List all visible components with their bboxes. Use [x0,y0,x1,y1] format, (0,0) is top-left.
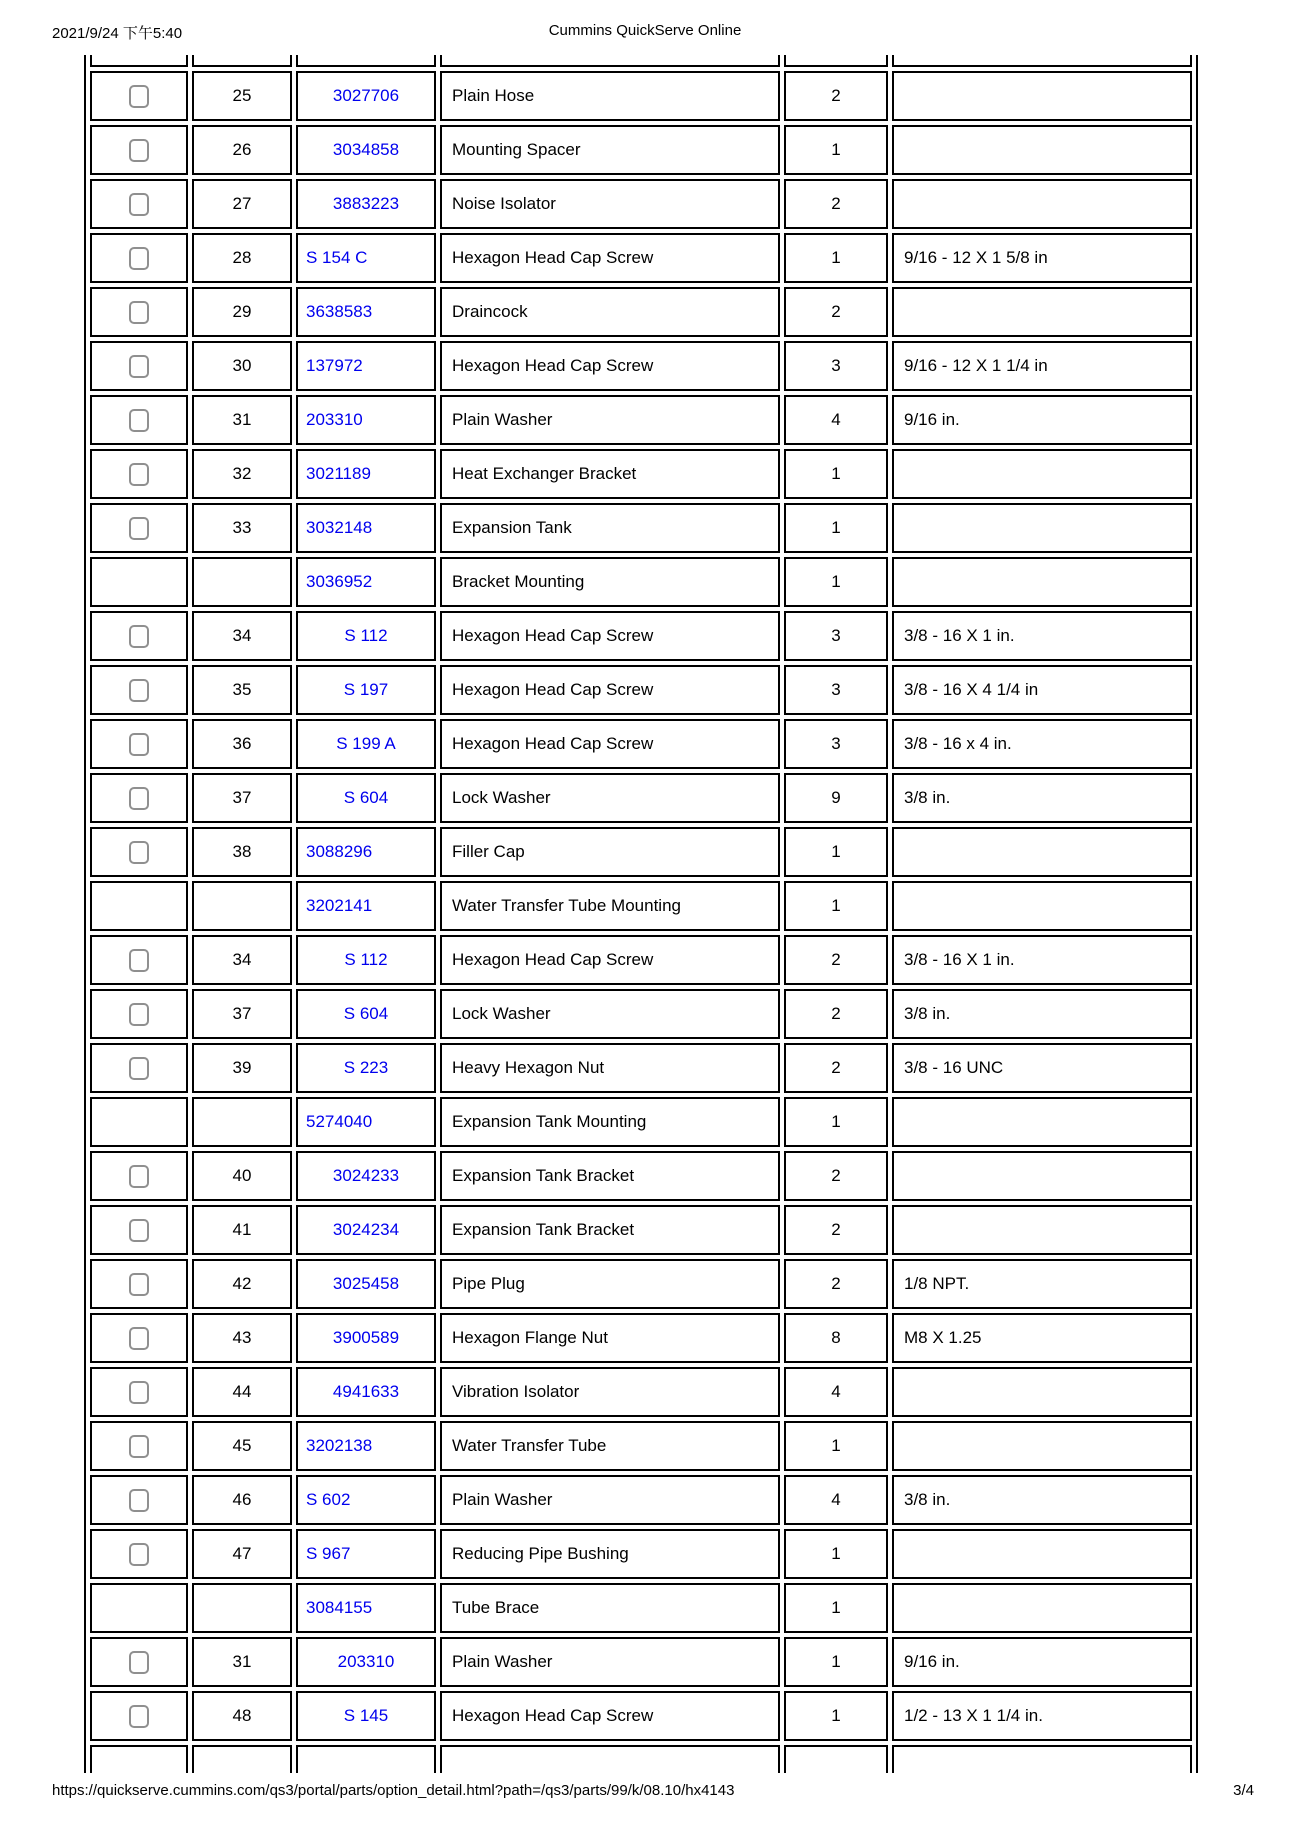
spec [892,125,1192,175]
checkbox-cell [90,719,188,769]
part-number-cell [296,1475,436,1525]
row-checkbox[interactable] [129,85,149,108]
checkbox-cell [90,233,188,283]
page-title: Cummins QuickServe Online [548,22,742,39]
spec [892,1421,1192,1471]
checkbox-cell [90,1205,188,1255]
part-number-link[interactable]: S 967 [306,1544,351,1563]
part-number-link[interactable]: 3202141 [306,896,373,915]
part-number-cell [296,71,436,121]
spec [892,1367,1192,1417]
part-number-link[interactable]: S 112 [344,950,388,969]
quantity: 1 [784,233,888,283]
quantity: 1 [784,881,888,931]
row-checkbox[interactable] [129,1003,149,1026]
part-description: Hexagon Head Cap Screw [440,341,780,391]
spec: 3/8 in. [892,989,1192,1039]
item-number: 29 [192,287,292,337]
item-number [192,557,292,607]
checkbox-cell [90,1691,188,1741]
part-number-cell [296,1205,436,1255]
part-number-link[interactable]: 3024233 [332,1166,400,1185]
checkbox-cell [90,125,188,175]
table-row [90,1529,1192,1579]
table-row [90,1097,1192,1147]
page-header [0,22,1290,46]
part-description: Filler Cap [440,827,780,877]
table-row [90,233,1192,283]
part-number-link[interactable]: S 199 A [336,734,396,753]
part-number-cell [296,611,436,661]
table-row [90,611,1192,661]
item-number: 35 [192,665,292,715]
item-number: 42 [192,1259,292,1309]
part-description: Expansion Tank Bracket [440,1151,780,1201]
checkbox-cell [90,1637,188,1687]
spec: 1/2 - 13 X 1 1/4 in. [892,1691,1192,1741]
table-row [90,287,1192,337]
row-checkbox[interactable] [129,1705,149,1728]
table-row [90,1583,1192,1633]
item-number: 40 [192,1151,292,1201]
part-number-cell [296,233,436,283]
part-number-cell [296,179,436,229]
part-description: Expansion Tank [440,503,780,553]
part-description: Bracket Mounting [440,557,780,607]
part-description: Plain Washer [440,1475,780,1525]
item-number: 47 [192,1529,292,1579]
part-description: Pipe Plug [440,1259,780,1309]
checkbox-cell [90,881,188,931]
spec: 3/8 in. [892,773,1192,823]
quantity: 3 [784,719,888,769]
quantity: 1 [784,1691,888,1741]
quantity: 1 [784,125,888,175]
table-row [90,179,1192,229]
part-description: Plain Hose [440,71,780,121]
table-row [90,989,1192,1039]
part-description: Hexagon Head Cap Screw [440,611,780,661]
table-row [90,1475,1192,1525]
row-checkbox[interactable] [129,193,149,216]
part-number-link[interactable]: 3202138 [306,1436,373,1455]
table-row [90,125,1192,175]
item-number: 30 [192,341,292,391]
parts-table [84,55,1198,1773]
checkbox-cell [90,827,188,877]
part-number-link[interactable]: S 223 [343,1058,389,1077]
row-checkbox[interactable] [129,1543,149,1566]
row-checkbox[interactable] [129,517,149,540]
table-row [90,935,1192,985]
item-number: 37 [192,989,292,1039]
parts-table-container [84,55,1206,1773]
part-description: Vibration Isolator [440,1367,780,1417]
table-row [90,827,1192,877]
table-row [90,1205,1192,1255]
spec [892,1529,1192,1579]
quantity: 2 [784,1043,888,1093]
checkbox-cell [90,287,188,337]
part-number-cell [296,989,436,1039]
item-number: 34 [192,935,292,985]
row-checkbox[interactable] [129,355,149,378]
part-description: Plain Washer [440,395,780,445]
part-number-link[interactable]: S 604 [343,788,389,807]
part-description: Lock Washer [440,989,780,1039]
spec: 3/8 - 16 X 1 in. [892,611,1192,661]
part-description: Draincock [440,287,780,337]
part-number-link[interactable]: 3036952 [306,572,373,591]
part-description: Hexagon Head Cap Screw [440,935,780,985]
row-checkbox[interactable] [129,1273,149,1296]
item-number: 48 [192,1691,292,1741]
row-checkbox[interactable] [129,247,149,270]
spec [892,1097,1192,1147]
checkbox-cell [90,1151,188,1201]
checkbox-cell [90,557,188,607]
row-checkbox[interactable] [129,949,149,972]
quantity: 1 [784,1097,888,1147]
quantity: 4 [784,1475,888,1525]
part-description: Plain Washer [440,1637,780,1687]
spec: 1/8 NPT. [892,1259,1192,1309]
table-row [90,1367,1192,1417]
part-number-link[interactable]: S 197 [343,680,389,699]
table-row [90,773,1192,823]
checkbox-cell [90,449,188,499]
part-description: Water Transfer Tube [440,1421,780,1471]
quantity: 8 [784,1313,888,1363]
spec [892,557,1192,607]
row-checkbox[interactable] [129,1489,149,1512]
part-description: Heavy Hexagon Nut [440,1043,780,1093]
table-row-fragment [90,55,1192,67]
spec: 3/8 in. [892,1475,1192,1525]
quantity: 1 [784,1421,888,1471]
part-number-link[interactable]: 3900589 [332,1328,400,1347]
checkbox-cell [90,665,188,715]
spec: 9/16 - 12 X 1 1/4 in [892,341,1192,391]
item-number: 28 [192,233,292,283]
row-checkbox[interactable] [129,139,149,162]
item-number: 37 [192,773,292,823]
table-row-fragment [90,1745,1192,1773]
item-number: 44 [192,1367,292,1417]
part-number-cell [296,827,436,877]
part-number-cell [296,1259,436,1309]
part-number-cell [296,341,436,391]
spec: M8 X 1.25 [892,1313,1192,1363]
part-number-cell [296,1637,436,1687]
table-row [90,557,1192,607]
checkbox-cell [90,1475,188,1525]
row-checkbox[interactable] [129,1651,149,1674]
checkbox-cell [90,503,188,553]
item-number: 33 [192,503,292,553]
quantity: 1 [784,1583,888,1633]
row-checkbox[interactable] [129,463,149,486]
checkbox-cell [90,1583,188,1633]
checkbox-cell [90,1313,188,1363]
part-number-link[interactable]: 137972 [306,356,363,375]
quantity: 4 [784,1367,888,1417]
part-number-cell [296,1097,436,1147]
parts-table-body [90,55,1192,1773]
spec [892,1583,1192,1633]
item-number: 38 [192,827,292,877]
quantity: 1 [784,557,888,607]
part-number-link[interactable]: 4941633 [332,1382,400,1401]
part-number-cell [296,773,436,823]
part-number-link[interactable]: S 145 [343,1706,389,1725]
checkbox-cell [90,989,188,1039]
part-description: Heat Exchanger Bracket [440,449,780,499]
source-url: https://quickserve.cummins.com/qs3/portal/parts/option_detail.html?path=/qs3/parts/99/k/08.10/hx4143 [52,1782,735,1799]
row-checkbox[interactable] [129,1057,149,1080]
part-number-link[interactable]: S 154 C [306,248,368,267]
quantity: 1 [784,503,888,553]
part-number-cell [296,1151,436,1201]
item-number: 25 [192,71,292,121]
checkbox-cell [90,935,188,985]
checkbox-cell [90,773,188,823]
part-number-cell [296,1421,436,1471]
part-number-link[interactable]: 3021189 [306,464,371,483]
quantity: 3 [784,341,888,391]
part-description: Noise Isolator [440,179,780,229]
spec [892,71,1192,121]
part-number-link[interactable]: 3088296 [306,842,373,861]
row-checkbox[interactable] [129,1219,149,1242]
item-number: 31 [192,395,292,445]
row-checkbox[interactable] [129,679,149,702]
row-checkbox[interactable] [129,1327,149,1350]
part-number-link[interactable]: 3032148 [306,518,373,537]
quantity: 1 [784,1529,888,1579]
quantity: 2 [784,1205,888,1255]
part-description: Mounting Spacer [440,125,780,175]
row-checkbox[interactable] [129,1435,149,1458]
spec [892,881,1192,931]
row-checkbox[interactable] [129,733,149,756]
checkbox-cell [90,1259,188,1309]
part-number-cell [296,719,436,769]
part-number-cell [296,1043,436,1093]
row-checkbox[interactable] [129,625,149,648]
table-row [90,1421,1192,1471]
checkbox-cell [90,611,188,661]
part-description: Hexagon Flange Nut [440,1313,780,1363]
quantity: 2 [784,935,888,985]
quantity: 2 [784,71,888,121]
item-number [192,1583,292,1633]
part-number-link[interactable]: 203310 [306,410,363,429]
item-number: 26 [192,125,292,175]
item-number: 27 [192,179,292,229]
part-description: Hexagon Head Cap Screw [440,1691,780,1741]
table-row [90,1151,1192,1201]
part-number-cell [296,1367,436,1417]
quantity: 1 [784,449,888,499]
quantity: 2 [784,287,888,337]
spec: 9/16 in. [892,1637,1192,1687]
part-number-link[interactable]: 3638583 [306,302,373,321]
table-row [90,719,1192,769]
part-number-cell [296,287,436,337]
spec: 9/16 in. [892,395,1192,445]
part-number-cell [296,1583,436,1633]
checkbox-cell [90,341,188,391]
row-checkbox[interactable] [129,841,149,864]
item-number [192,881,292,931]
spec: 9/16 - 12 X 1 5/8 in [892,233,1192,283]
item-number: 34 [192,611,292,661]
item-number: 36 [192,719,292,769]
part-number-cell [296,665,436,715]
spec [892,287,1192,337]
checkbox-cell [90,1043,188,1093]
part-number-cell [296,1529,436,1579]
row-checkbox[interactable] [129,1381,149,1404]
spec: 3/8 - 16 UNC [892,1043,1192,1093]
checkbox-cell [90,179,188,229]
item-number: 31 [192,1637,292,1687]
quantity: 3 [784,611,888,661]
spec [892,827,1192,877]
table-row [90,503,1192,553]
part-number-cell [296,935,436,985]
part-number-cell [296,1691,436,1741]
row-checkbox[interactable] [129,787,149,810]
part-description: Hexagon Head Cap Screw [440,233,780,283]
part-description: Lock Washer [440,773,780,823]
quantity: 2 [784,1259,888,1309]
quantity: 2 [784,179,888,229]
part-number-link[interactable]: 3883223 [332,194,400,213]
table-row [90,1259,1192,1309]
part-number-cell [296,395,436,445]
print-datetime: 2021/9/24 下午5:40 [52,25,183,42]
table-row [90,1691,1192,1741]
quantity: 4 [784,395,888,445]
checkbox-cell [90,1367,188,1417]
page-number: 3/4 [1233,1782,1254,1799]
part-description: Expansion Tank Bracket [440,1205,780,1255]
part-number-link[interactable]: 3027706 [332,86,400,105]
table-row [90,449,1192,499]
table-row [90,71,1192,121]
table-row [90,1313,1192,1363]
checkbox-cell [90,1529,188,1579]
part-description: Reducing Pipe Bushing [440,1529,780,1579]
quantity: 3 [784,665,888,715]
part-number-cell [296,881,436,931]
part-number-link[interactable]: S 602 [306,1490,351,1509]
spec: 3/8 - 16 x 4 in. [892,719,1192,769]
part-description: Tube Brace [440,1583,780,1633]
table-row [90,395,1192,445]
table-row [90,1637,1192,1687]
quantity: 1 [784,1637,888,1687]
checkbox-cell [90,1097,188,1147]
item-number: 32 [192,449,292,499]
item-number: 45 [192,1421,292,1471]
part-number-link[interactable]: S 112 [344,626,388,645]
part-number-cell [296,1313,436,1363]
item-number: 43 [192,1313,292,1363]
part-number-link[interactable]: 3084155 [306,1598,373,1617]
part-number-cell [296,557,436,607]
quantity: 9 [784,773,888,823]
part-number-cell [296,125,436,175]
part-description: Hexagon Head Cap Screw [440,719,780,769]
spec [892,449,1192,499]
quantity: 2 [784,989,888,1039]
item-number: 46 [192,1475,292,1525]
spec: 3/8 - 16 X 4 1/4 in [892,665,1192,715]
checkbox-cell [90,1421,188,1471]
part-number-cell [296,449,436,499]
part-description: Water Transfer Tube Mounting [440,881,780,931]
part-number-link[interactable]: S 604 [343,1004,389,1023]
spec [892,1205,1192,1255]
part-number-link[interactable]: 3025458 [332,1274,400,1293]
item-number: 39 [192,1043,292,1093]
item-number: 41 [192,1205,292,1255]
checkbox-cell [90,395,188,445]
part-number-cell [296,503,436,553]
part-number-link[interactable]: 5274040 [306,1112,373,1131]
item-number [192,1097,292,1147]
table-row [90,881,1192,931]
part-number-link[interactable]: 203310 [337,1652,395,1671]
row-checkbox[interactable] [129,409,149,432]
quantity: 1 [784,827,888,877]
table-row [90,1043,1192,1093]
checkbox-cell [90,71,188,121]
spec: 3/8 - 16 X 1 in. [892,935,1192,985]
table-row [90,341,1192,391]
table-row [90,665,1192,715]
row-checkbox[interactable] [129,1165,149,1188]
part-description: Expansion Tank Mounting [440,1097,780,1147]
spec [892,179,1192,229]
row-checkbox[interactable] [129,301,149,324]
part-number-link[interactable]: 3024234 [332,1220,400,1239]
part-description: Hexagon Head Cap Screw [440,665,780,715]
part-number-link[interactable]: 3034858 [332,140,400,159]
spec [892,503,1192,553]
quantity: 2 [784,1151,888,1201]
spec [892,1151,1192,1201]
